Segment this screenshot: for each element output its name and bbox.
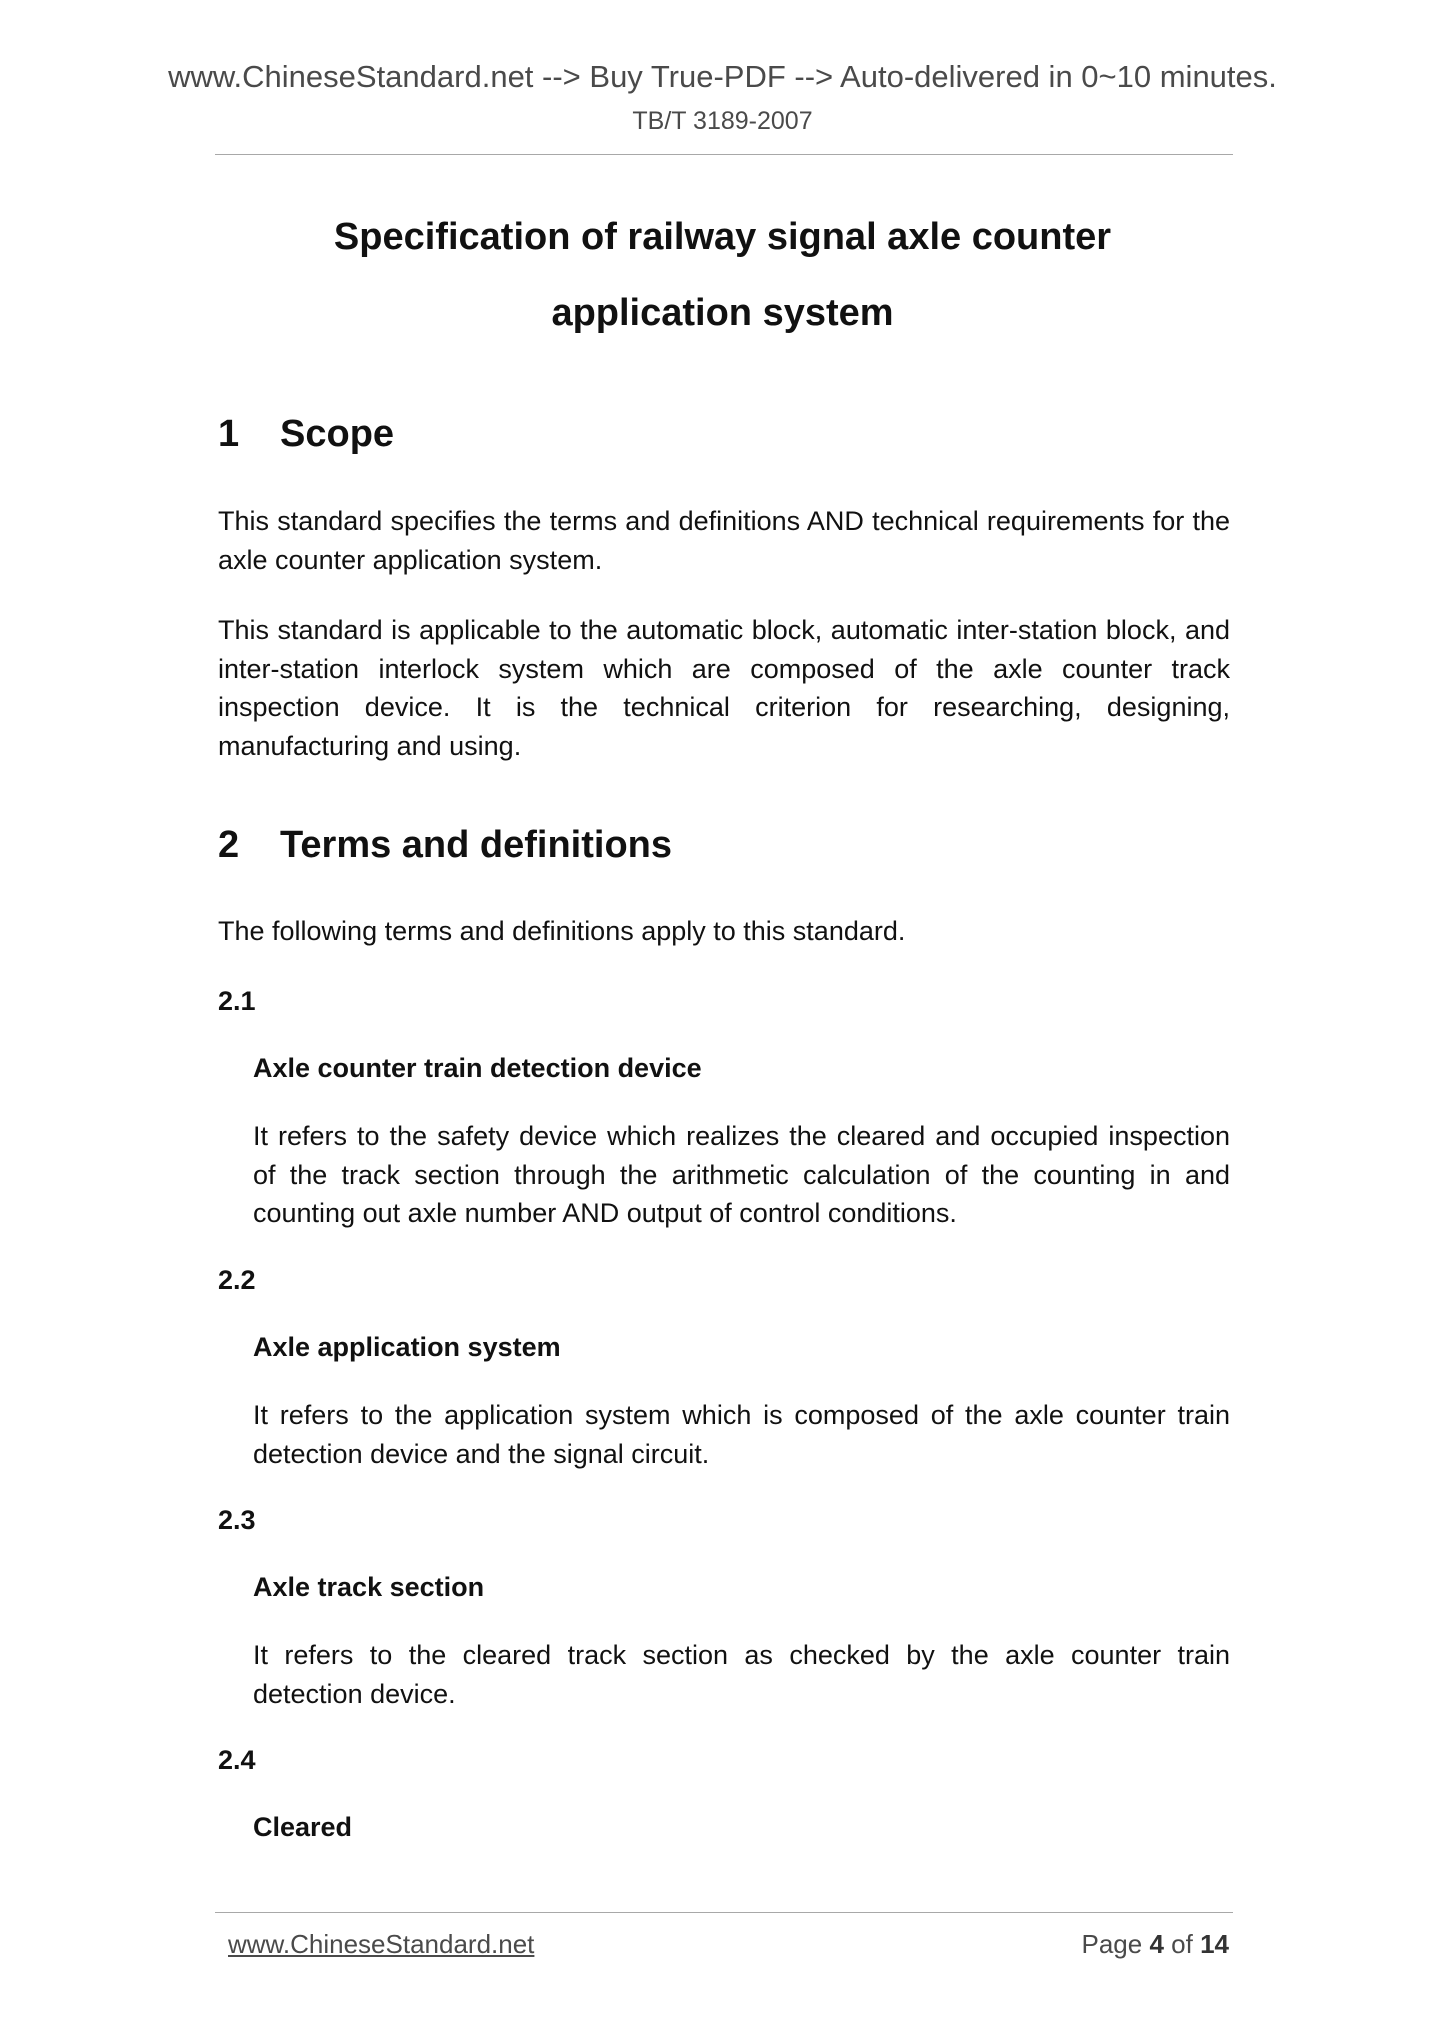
term-definition: It refers to the cleared track section as checked by the axle counter train detection device. [253, 1640, 1230, 1709]
clause-number: 2.1 [218, 986, 256, 1016]
page-label: Page [1081, 1929, 1143, 1959]
header-banner: www.ChineseStandard.net --> Buy True-PDF --> Auto-delivered in 0~10 minutes. [168, 59, 1277, 94]
section-title: Terms and definitions [280, 824, 673, 866]
footer-website-link[interactable]: www.ChineseStandard.net [228, 1929, 535, 1959]
scope-paragraph-2: This standard is applicable to the automatic block, automatic inter-station block, and inter-station interlock system which are composed of the axle counter track inspection device. It is the technical criterion for researching, designing, manufacturing and using. [218, 615, 1230, 761]
document-title-line-1: Specification of railway signal axle counter [333, 216, 1112, 258]
section-heading-scope [218, 411, 394, 457]
footer-divider [215, 1912, 1233, 1913]
clause-number: 2.3 [218, 1505, 256, 1535]
terms-intro: The following terms and definitions apply to this standard. [218, 916, 906, 946]
term-heading: Cleared [253, 1812, 353, 1842]
page-indicator [1081, 1928, 1229, 1960]
page-total: 14 [1200, 1929, 1229, 1959]
scope-paragraph-1: This standard specifies the terms and definitions AND technical requirements for the axle counter application system. [218, 506, 1230, 575]
header-divider [215, 154, 1233, 155]
term-heading: Axle track section [253, 1572, 485, 1602]
term-heading: Axle counter train detection device [253, 1053, 702, 1083]
clause-number: 2.2 [218, 1265, 256, 1295]
term-definition: It refers to the application system which is composed of the axle counter train detection device and the signal circuit. [253, 1400, 1230, 1469]
section-heading-terms [218, 822, 672, 868]
page-of-label: of [1171, 1929, 1193, 1959]
page-current: 4 [1149, 1929, 1164, 1959]
document-title-line-2: application system [551, 292, 894, 334]
term-definition: It refers to the safety device which realizes the cleared and occupied inspection of the track section through the arithmetic calculation of the counting in and counting out axle number AND output of control conditions. [253, 1121, 1230, 1228]
section-title: Scope [280, 413, 395, 455]
term-heading: Axle application system [253, 1332, 561, 1362]
standard-number: TB/T 3189-2007 [632, 107, 813, 135]
section-number: 1 [218, 413, 240, 455]
clause-number: 2.4 [218, 1745, 256, 1775]
section-number: 2 [218, 824, 240, 866]
